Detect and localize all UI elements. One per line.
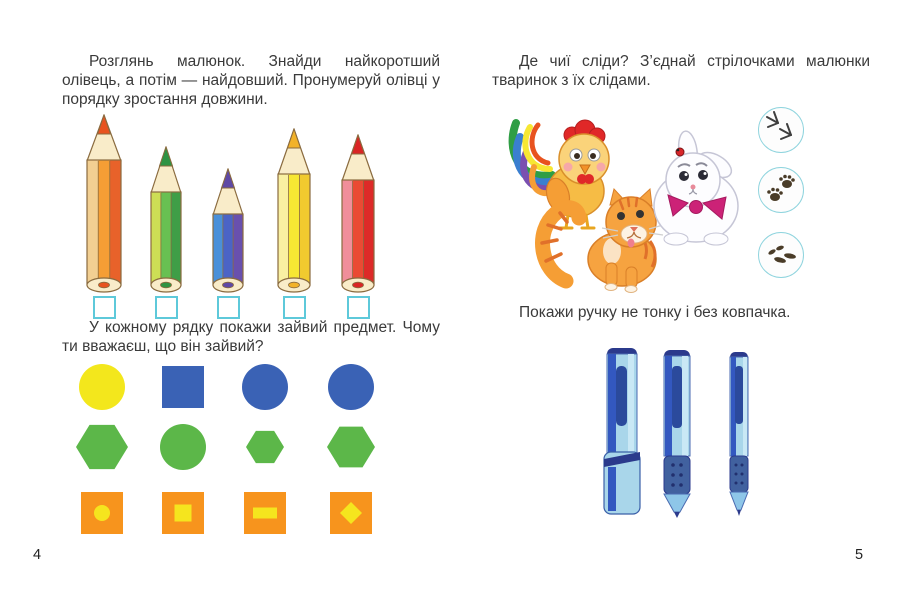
animals-illustration (500, 103, 760, 293)
shape-square-with-square[interactable] (155, 485, 211, 541)
pencil-green[interactable] (149, 146, 183, 294)
rabbit-illustration[interactable] (654, 130, 738, 245)
rooster-tracks-circle[interactable] (758, 107, 804, 153)
page-number-left: 4 (33, 547, 42, 563)
pen-capped[interactable] (604, 348, 640, 514)
answer-checkbox-2[interactable] (155, 296, 178, 319)
task-text-pencils: Розглянь малюнок. Знайди найкоротший олівець, а потім — найдовший. Пронумеруй олівці у порядку зростання довжини. (62, 53, 440, 108)
task-text-odd-one-out: У кожному рядку покажи зайвий предмет. Чому ти вважаєш, що він зайвий? (62, 319, 440, 355)
shape-square-with-circle[interactable] (74, 485, 130, 541)
shape-square-with-rect[interactable] (237, 485, 293, 541)
answer-checkbox-4[interactable] (283, 296, 306, 319)
shape-circle[interactable] (237, 359, 293, 415)
pens-illustration (598, 346, 758, 521)
task-text-pens: Покажи ручку не тонку і без ковпачка. (519, 304, 791, 321)
shape-hexagon[interactable] (323, 419, 379, 475)
shape-circle[interactable] (323, 359, 379, 415)
rabbit-tracks-icon (759, 233, 802, 276)
rabbit-tracks-circle[interactable] (758, 232, 804, 278)
shape-square-with-diamond[interactable] (323, 485, 379, 541)
page-number-right: 5 (855, 547, 864, 563)
answer-checkbox-3[interactable] (217, 296, 240, 319)
shape-hexagon[interactable] (237, 419, 293, 475)
task-text-tracks: Де чиї сліди? З’єднай стрілочками малюнки тваринок з їх слідами. (492, 53, 870, 89)
shape-circle[interactable] (74, 359, 130, 415)
pen-thick-open[interactable] (664, 350, 690, 518)
pencil-blue-violet[interactable] (211, 168, 245, 294)
shape-circle[interactable] (155, 419, 211, 475)
pencil-orange[interactable] (85, 114, 123, 294)
shape-hexagon[interactable] (74, 419, 130, 475)
pencil-red[interactable] (340, 134, 376, 294)
pencil-yellow[interactable] (276, 128, 312, 294)
answer-checkbox-5[interactable] (347, 296, 370, 319)
answer-checkbox-1[interactable] (93, 296, 116, 319)
pen-thin-open[interactable] (730, 352, 748, 516)
rooster-tracks-icon (759, 108, 802, 151)
paw-tracks-icon (759, 168, 802, 211)
cat-illustration[interactable] (542, 189, 663, 293)
shape-square[interactable] (155, 359, 211, 415)
paw-tracks-circle[interactable] (758, 167, 804, 213)
